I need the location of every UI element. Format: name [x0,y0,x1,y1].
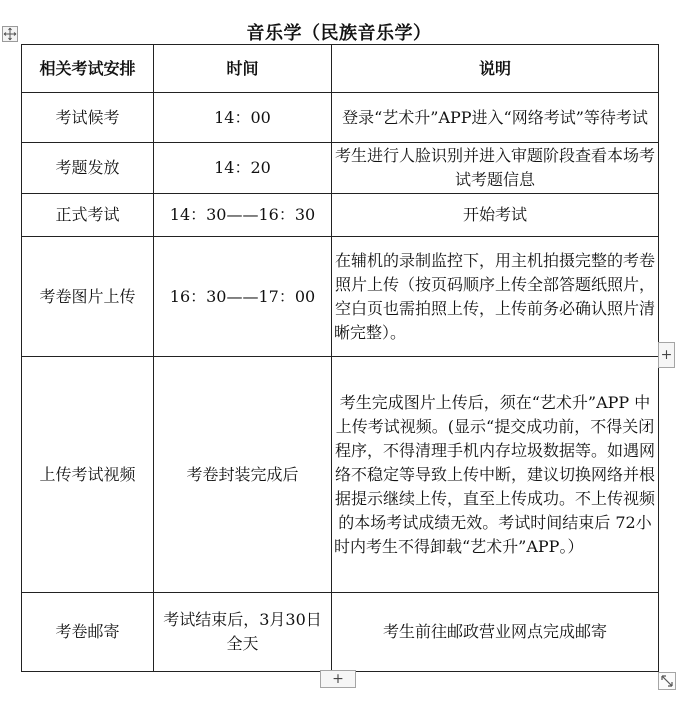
cell-item[interactable]: 正式考试 [22,194,154,237]
cell-description[interactable]: 开始考试 [332,194,659,237]
cell-description[interactable]: 登录“艺术升”APP进入“网络考试”等待考试 [332,93,659,143]
cell-time[interactable]: 考试结束后，3月30日全天 [154,593,332,672]
cell-time[interactable]: 14：00 [154,93,332,143]
cell-time[interactable]: 16：30——17：00 [154,237,332,357]
header-description: 说明 [332,45,659,93]
cell-time[interactable]: 考卷封装完成后 [154,357,332,593]
cell-description[interactable]: 考生进行人脸识别并进入审题阶段查看本场考试考题信息 [332,143,659,194]
cell-item[interactable]: 上传考试视频 [22,357,154,593]
header-arrangement: 相关考试安排 [22,45,154,93]
document-title: 音乐学（民族音乐学） [246,23,432,44]
cell-item[interactable]: 考试候考 [22,93,154,143]
table-row [22,143,659,194]
table-row [22,93,659,143]
exam-schedule-table [21,44,659,672]
table-row [22,357,659,593]
cell-description[interactable]: 考生前往邮政营业网点完成邮寄 [332,593,659,672]
add-column-button[interactable]: + [320,670,356,688]
cell-item[interactable]: 考卷图片上传 [22,237,154,357]
table-row [22,194,659,237]
table-row [22,593,659,672]
cell-time[interactable]: 14：20 [154,143,332,194]
cell-item[interactable]: 考题发放 [22,143,154,194]
cell-time[interactable]: 14：30——16：30 [154,194,332,237]
header-time: 时间 [154,45,332,93]
table-row [22,237,659,357]
cell-item[interactable]: 考卷邮寄 [22,593,154,672]
cell-description[interactable]: 考生完成图片上传后，须在“艺术升”APP 中上传考试视频。(显示“提交成功前，不得关闭程序，不得清理手机内存垃圾数据等。如遇网络不稳定等导致上传中断，建议切换网络并根据提示继续上传，直至上传成功。不上传视频的本场考试成绩无效。考试时间结束后 72小时内考生不得卸载“艺术升”APP。） [332,357,659,593]
table-resize-icon[interactable] [658,672,676,690]
cell-description[interactable]: 在辅机的录制监控下，用主机拍摄完整的考卷照片上传（按页码顺序上传全部答题纸照片，空白页也需拍照上传，上传前务必确认照片清晰完整）。 [332,237,659,357]
table-header-row [22,45,659,93]
add-row-button[interactable]: + [658,342,675,368]
